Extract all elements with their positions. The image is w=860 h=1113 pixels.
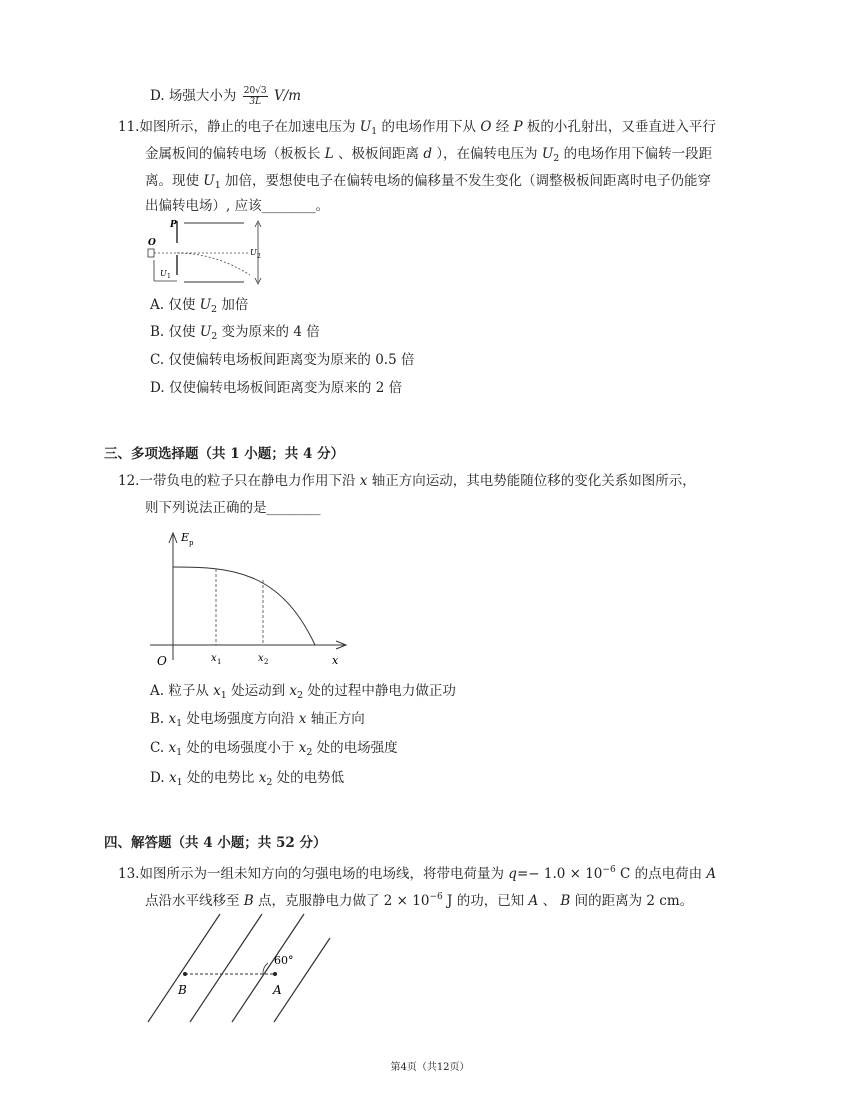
field-line-4 (274, 938, 330, 1022)
q11-line-4: 出偏转电场）, 应该________。 (145, 198, 330, 214)
q11-option-a: A. 仅使 $U_2$ 加倍 (150, 297, 249, 315)
q13-line-1: 13.如图所示为一组未知方向的匀强电场的电场线，将带电荷量为 $q=- 1.0 \times 10^{-6}$ C 的点电荷由 A (118, 865, 717, 882)
point-a (273, 972, 277, 976)
svg-text:1: 1 (167, 273, 171, 280)
q12-option-c: C. $x_1$ 处的电场强度小于 $x_2$ 处的电场强度 (150, 740, 398, 758)
svg-text:2: 2 (264, 658, 269, 666)
q11-option-c: C. 仅使偏转电场板间距离变为原来的 0.5 倍 (150, 352, 415, 368)
q11-line-3: 离。现使 $U_1$ 加倍，要想使电子在偏转电场的偏移量不发生变化（调整极板间距离时电子仍能穿 (145, 173, 712, 191)
field-line-2 (190, 914, 262, 1022)
svg-text:2: 2 (257, 253, 261, 260)
axis-label-ep: E (181, 531, 190, 544)
angle-label: 60° (274, 954, 294, 967)
point-b (183, 972, 187, 976)
q11-line-1: 11.如图所示，静止的电子在加速电压为 $U_1$ 的电场作用下从 O 经 P 板的小孔射出，又垂直进入平行 (118, 119, 716, 137)
section-4-heading: 四、解答题（共 4 小题；共 52 分） (104, 835, 327, 851)
q12-option-b: B. $x_1$ 处电场强度方向沿 x 轴正方向 (150, 711, 365, 729)
origin-label: O (157, 654, 167, 668)
q11-figure (140, 215, 280, 287)
q12-graph (140, 525, 350, 670)
field-line-1 (148, 914, 220, 1022)
label-b: B (178, 983, 187, 997)
q11-option-d: D. 仅使偏转电场板间距离变为原来的 2 倍 (150, 380, 403, 396)
svg-text:1: 1 (217, 658, 222, 666)
electron-source (148, 249, 154, 257)
section-3-heading: 三、多项选择题（共 1 小题；共 4 分） (104, 446, 345, 462)
q11-line-2: 金属板间的偏转电场（板板长 L 、极板间距离 d ），在偏转电压为 $U_2$ 的电场作用下偏转一段距 (145, 146, 713, 164)
ep-curve (173, 567, 315, 645)
q11-option-b: B. 仅使 $U_2$ 变为原来的 4 倍 (150, 324, 320, 342)
fig-label-o: O (148, 238, 156, 248)
q10-option-d: D. 场强大小为 $\frac{20√3}{3L}$ V/m (150, 86, 302, 107)
q12-line-2: 则下列说法正确的是________ (145, 500, 321, 516)
fig-label-u1: U (160, 269, 167, 278)
fig-label-p: P (170, 220, 177, 230)
axis-label-x: x (332, 654, 339, 667)
fig-label-u2: U (250, 248, 257, 257)
tick-x1: x (211, 653, 217, 664)
deflected-path (177, 253, 250, 275)
page-footer: 第4页（共12页） (390, 1062, 470, 1073)
q12-option-a: A. 粒子从 $x_1$ 处运动到 $x_2$ 处的过程中静电力做正功 (150, 683, 456, 701)
tick-x2: x (258, 653, 264, 664)
q12-line-1: 12.一带负电的粒子只在静电力作用下沿 x 轴正方向运动，其电势能随位移的变化关系如图所示， (118, 473, 696, 489)
q12-option-d: D. $x_1$ 处的电势比 $x_2$ 处的电势低 (150, 770, 345, 788)
fraction: $\frac{20√3}{3L}$ (243, 86, 267, 107)
label-a: A (273, 983, 282, 997)
q13-line-2: 点沿水平线移至 B 点，克服静电力做了 $2 \times 10^{-6}$ J 的功，已知 A 、 B 间的距离为 2 cm。 (145, 892, 694, 909)
svg-text:p: p (189, 539, 194, 547)
field-line-3 (232, 914, 304, 1022)
q13-figure (140, 912, 340, 1027)
